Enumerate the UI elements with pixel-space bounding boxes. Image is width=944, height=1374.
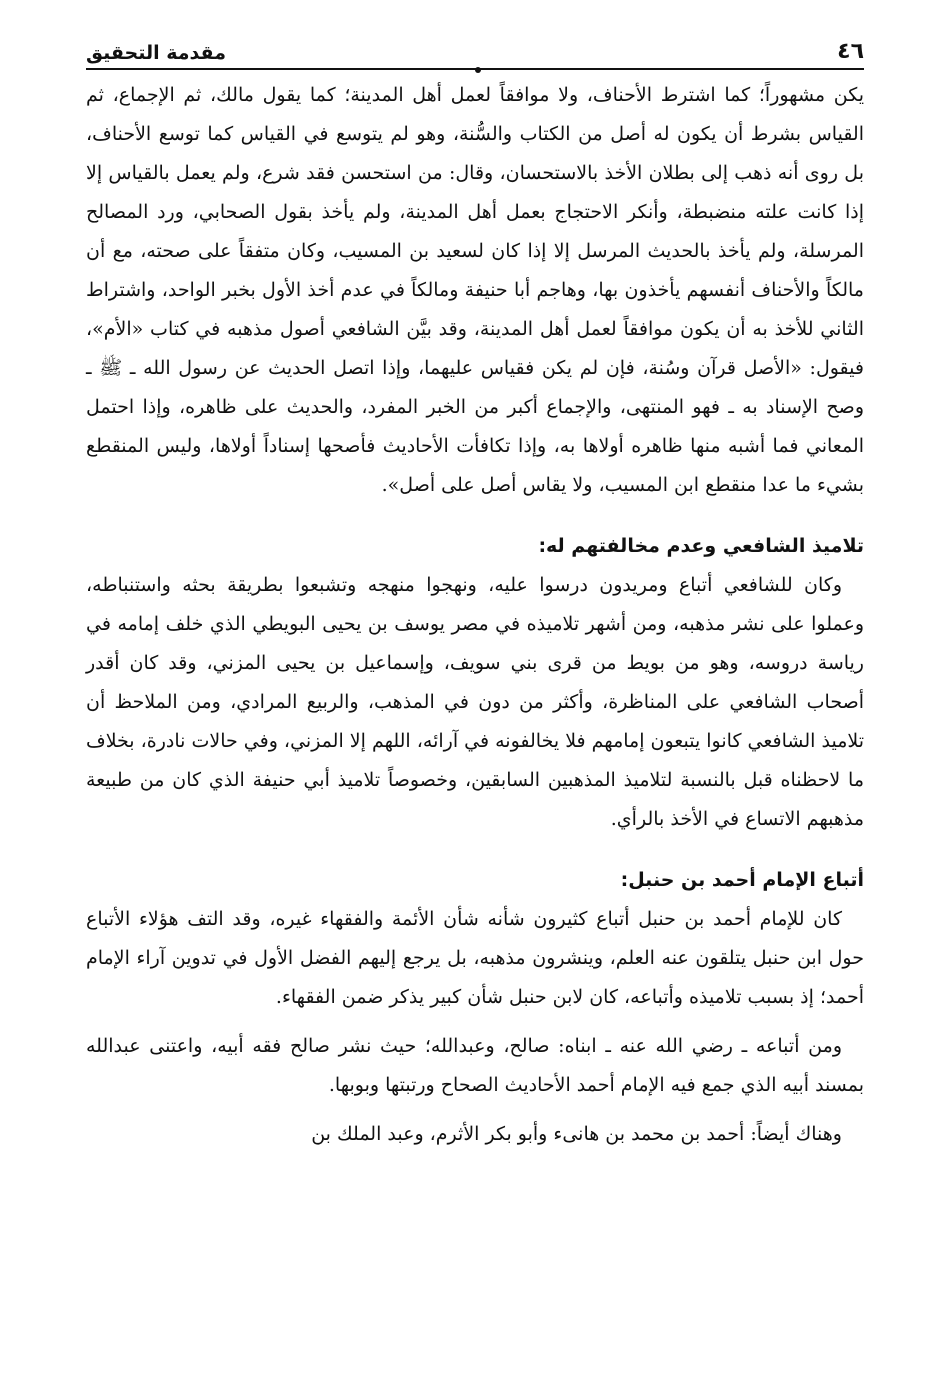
- running-title: مقدمة التحقيق: [86, 42, 226, 64]
- paragraph-other-followers: وهناك أيضاً: أحمد بن محمد بن هانىء وأبو بكر الأثرم، وعبد الملك بن: [311, 1123, 842, 1145]
- section-heading-shafii-students: تلاميذ الشافعي وعدم مخالفتهم له:: [538, 535, 864, 557]
- header-rule-dot: [475, 67, 481, 73]
- paragraph-shafii-principles: يكن مشهوراً؛ كما اشترط الأحناف، ولا موافقاً لعمل أهل المدينة؛ كما يقول مالك، ثم الإجماع، ثم القياس بشرط أن يكون له أصل من الكتاب والسُّنة، وهو لم يتوسع في القياس كما توسع الأحناف، بل روى أنه ذهب إلى بطلان الأخذ بالاستحسان، وقال: من استحسن فقد شرع، ولم يعمل بالقياس إلا إذا كانت علته منضبطة، وأنكر الاحتجاج بعمل أهل المدينة، ولم يأخذ بقول الصحابي، ورد المصالح المرسلة، ولم يأخذ بالحديث المرسل إلا إذا كان لسعيد بن المسيب، وكان متفقاً على صحته، مع أن مالكاً والأحناف أنفسهم يأخذون بها، وهاجم أبا حنيفة ومالكاً في عدم أخذ الأول بخبر الواحد، واشتراط الثاني للأخذ به أن يكون موافقاً لعمل أهل المدينة، وقد بيَّن الشافعي أصول مذهبه في كتاب «الأم»، فيقول: «الأصل قرآن وسُنة، فإن لم يكن فقياس عليهما، وإذا اتصل الحديث عن رسول الله ـ ﷺ ـ وصح الإسناد به ـ فهو المنتهى، والإجماع أكبر من الخبر المفرد، والحديث على ظاهره، وإذا احتمل المعاني فما أشبه منها ظاهره أولاها به، وإذا تكافأت الأحاديث فأصحها إسناداً أولاها، وليس المنقطع بشيء ما عدا منقطع ابن المسيب، ولا يقاس أصل على أصل».: [86, 84, 864, 496]
- page-body: [86, 76, 864, 1154]
- book-page: [86, 26, 864, 1154]
- page-number: ٤٦: [837, 39, 864, 64]
- paragraph-ahmad-sons: ومن أتباعه ـ رضي الله عنه ـ ابناه: صالح، وعبدالله؛ حيث نشر صالح فقه أبيه، واعتنى عبدالله بمسند أبيه الذي جمع فيه الإمام أحمد الأحاديث الصحاح ورتبتها وبوبها.: [86, 1035, 864, 1096]
- paragraph-shafii-students: وكان للشافعي أتباع ومريدون درسوا عليه، ونهجوا منهجه وتشبعوا بطريقة بحثه واستنباطه، وعملوا على نشر مذهبه، ومن أشهر تلاميذه في مصر يوسف بن يحيى البويطي الذي خلف إمامه في رياسة دروسه، وهو من بويط من قرى بني سويف، وإسماعيل بن يحيى المزني، وقد كان أقدر أصحاب الشافعي على المناظرة، وأكثر من دون في المذهب، والربيع المرادي، ومن الملاحظ أن تلاميذ الشافعي كانوا يتبعون إمامهم فلا يخالفونه في آرائه، اللهم إلا المزني، وفي حالات نادرة، بخلاف ما لاحظناه قبل بالنسبة لتلاميذ المذهبين السابقين، وخصوصاً تلاميذ أبي حنيفة الذي كان من طبيعة مذهبهم الاتساع في الأخذ بالرأي.: [86, 574, 864, 830]
- page-header: [86, 26, 864, 70]
- paragraph-ahmad-followers: كان للإمام أحمد بن حنبل أتباع كثيرون شأنه شأن الأئمة والفقهاء غيره، وقد التف هؤلاء الأتباع حول ابن حنبل يتلقون عنه العلم، وينشرون مذهبه، بل يرجع إليهم الفضل الأول في تدوين آراء الإمام أحمد؛ إذ بسبب تلاميذه وأتباعه، كان لابن حنبل شأن كبير يذكر ضمن الفقهاء.: [86, 908, 864, 1008]
- section-heading-ahmad-followers: أتباع الإمام أحمد بن حنبل:: [620, 869, 864, 891]
